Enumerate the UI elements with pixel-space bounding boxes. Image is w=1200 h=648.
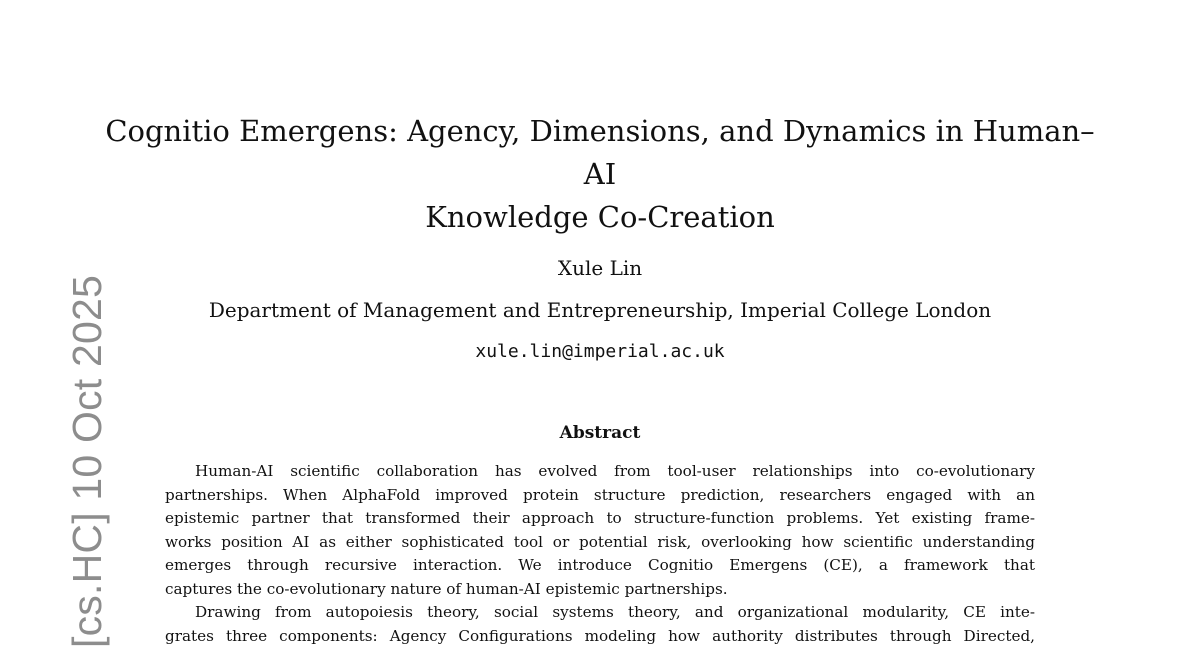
- paper-title: [90, 110, 1110, 239]
- arxiv-identifier: [cs.HC] 10 Oct 2025: [64, 275, 110, 648]
- abstract-line: grates three components: Agency Configurations modeling how authority distributes through Directed,: [165, 626, 1035, 645]
- abstract-line: emerges through recursive interaction. We introduce Cognitio Emergens (CE), a framework that: [165, 556, 1035, 574]
- author-affiliation: Department of Management and Entrepreneurship, Imperial College London: [208, 298, 992, 322]
- paper-title-line-2: Knowledge Co-Creation: [425, 200, 775, 234]
- abstract-line: Human-AI scientific collaboration has evolved from tool-user relationships into co-evolutionary: [195, 462, 1035, 480]
- abstract-line: Drawing from autopoiesis theory, social systems theory, and organizational modularity, CE inte-: [195, 603, 1035, 621]
- abstract-line: epistemic partner that transformed their approach to structure-function problems. Yet existing frame-: [165, 509, 1035, 527]
- abstract-paragraph-1: [165, 460, 1035, 601]
- abstract-line: works position AI as either sophisticated tool or potential risk, overlooking how scientific understanding: [165, 532, 1035, 551]
- abstract-line: partnerships. When AlphaFold improved protein structure prediction, researchers engaged with an: [165, 485, 1035, 504]
- author-name: Xule Lin: [557, 256, 643, 280]
- abstract-line: captures the co-evolutionary nature of human-AI epistemic partnerships.: [165, 579, 728, 598]
- abstract-heading: Abstract: [559, 423, 641, 443]
- paper-title-line-1: Cognitio Emergens: Agency, Dimensions, and Dynamics in Human–AI: [105, 114, 1095, 191]
- author-email-link[interactable]: xule.lin@imperial.ac.uk: [475, 341, 725, 362]
- abstract-body: [165, 460, 1035, 648]
- abstract-paragraph-2: [165, 601, 1035, 648]
